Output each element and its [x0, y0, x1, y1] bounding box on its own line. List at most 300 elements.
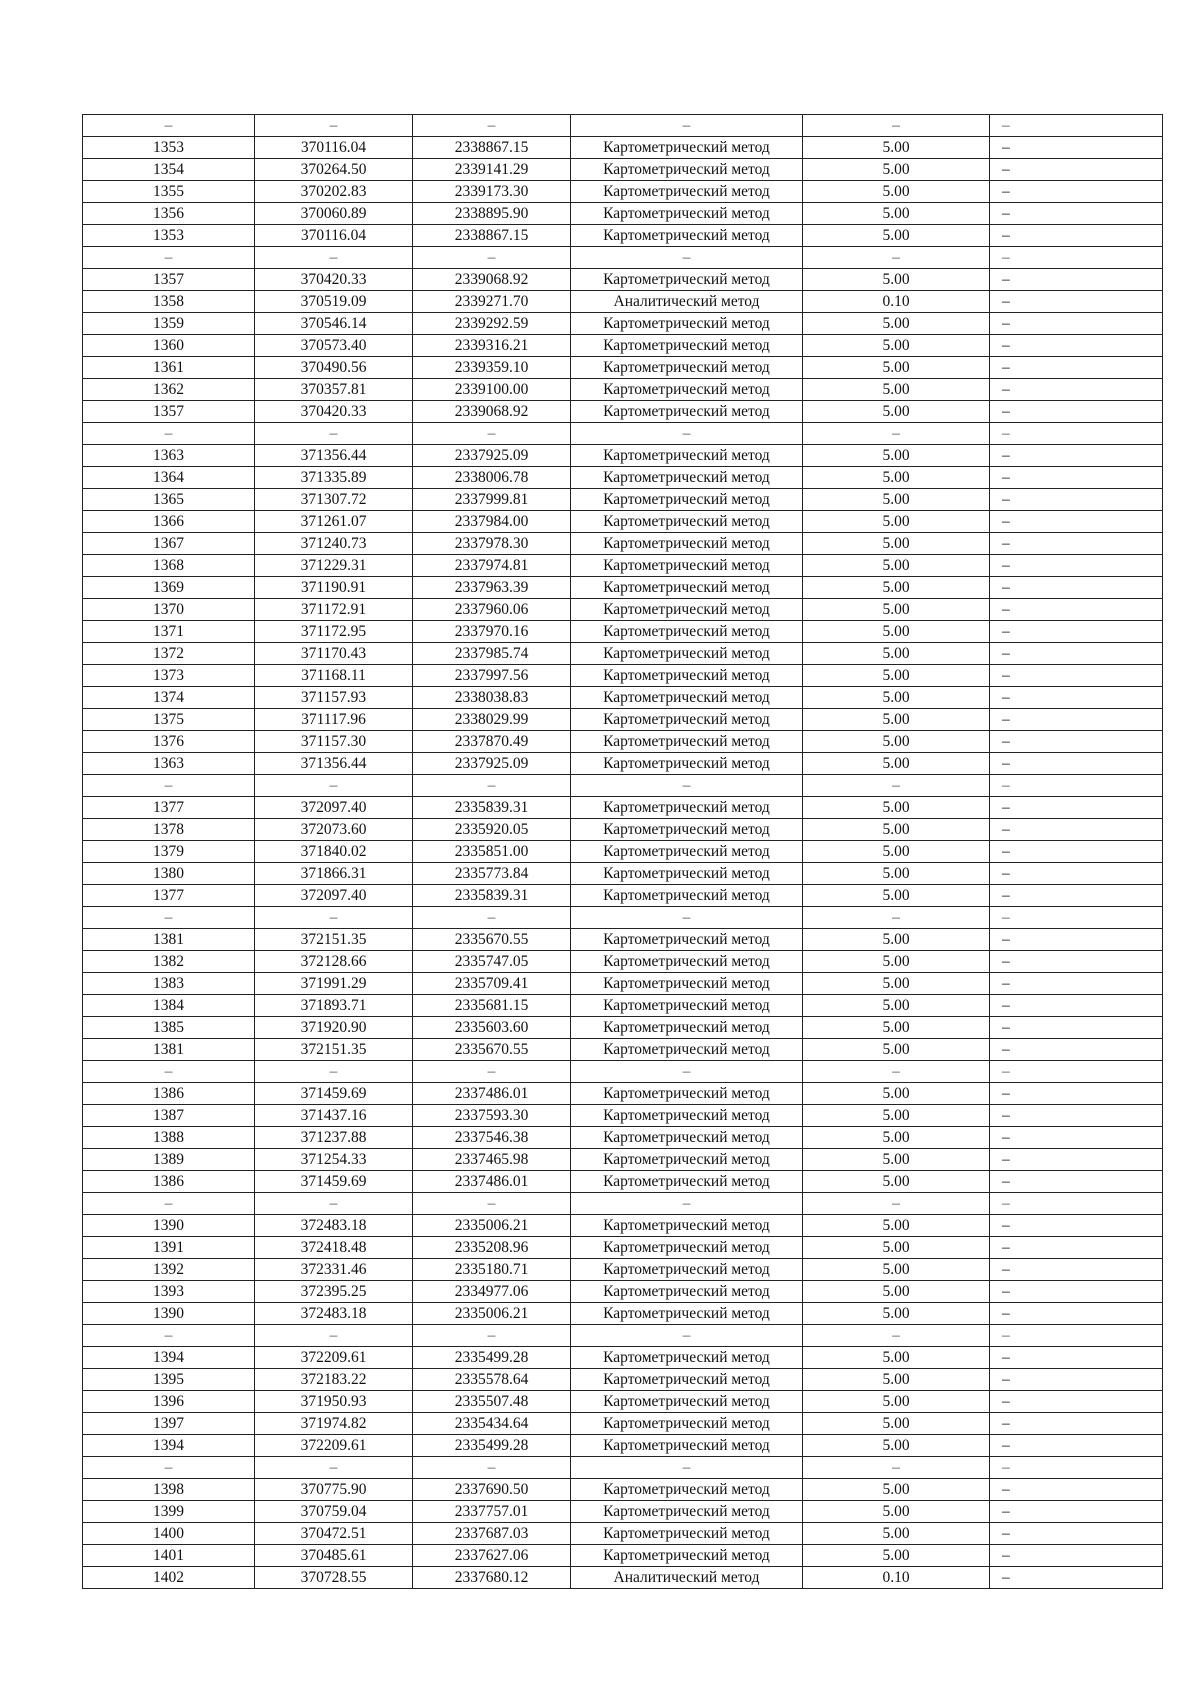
method-cell: Картометрический метод [571, 1479, 803, 1501]
y-coordinate-cell: 2335434.64 [413, 1413, 571, 1435]
point-number-cell: – [83, 247, 255, 269]
accuracy-cell: 5.00 [803, 819, 990, 841]
point-number-cell: 1399 [83, 1501, 255, 1523]
accuracy-cell: 5.00 [803, 995, 990, 1017]
table-row [83, 1545, 1163, 1567]
y-coordinate-cell: 2335681.15 [413, 995, 571, 1017]
method-cell: Картометрический метод [571, 885, 803, 907]
accuracy-cell: 5.00 [803, 159, 990, 181]
accuracy-cell: 5.00 [803, 313, 990, 335]
accuracy-cell: 5.00 [803, 1039, 990, 1061]
x-coordinate-cell: 370472.51 [255, 1523, 413, 1545]
table-row [83, 1501, 1163, 1523]
point-number-cell: 1354 [83, 159, 255, 181]
description-cell: – [990, 1413, 1163, 1435]
method-cell: Картометрический метод [571, 401, 803, 423]
accuracy-cell: 5.00 [803, 1479, 990, 1501]
description-cell: – [990, 665, 1163, 687]
x-coordinate-cell: 370264.50 [255, 159, 413, 181]
point-number-cell: 1380 [83, 863, 255, 885]
x-coordinate-cell: 370202.83 [255, 181, 413, 203]
description-cell: – [990, 1391, 1163, 1413]
accuracy-cell: 5.00 [803, 643, 990, 665]
point-number-cell: 1365 [83, 489, 255, 511]
method-cell: Картометрический метод [571, 1303, 803, 1325]
table-row [83, 1215, 1163, 1237]
x-coordinate-cell: – [255, 115, 413, 137]
description-cell: – [990, 1193, 1163, 1215]
table-row [83, 1017, 1163, 1039]
x-coordinate-cell: 371974.82 [255, 1413, 413, 1435]
description-cell: – [990, 775, 1163, 797]
table-row [83, 1127, 1163, 1149]
point-number-cell: 1369 [83, 577, 255, 599]
point-number-cell: 1387 [83, 1105, 255, 1127]
accuracy-cell: 5.00 [803, 885, 990, 907]
point-number-cell: 1402 [83, 1567, 255, 1589]
description-cell: – [990, 1215, 1163, 1237]
table-row [83, 665, 1163, 687]
method-cell: Картометрический метод [571, 841, 803, 863]
x-coordinate-cell: 371840.02 [255, 841, 413, 863]
x-coordinate-cell: 372483.18 [255, 1215, 413, 1237]
description-cell: – [990, 599, 1163, 621]
accuracy-cell: 5.00 [803, 379, 990, 401]
table-row [83, 203, 1163, 225]
method-cell: Картометрический метод [571, 1149, 803, 1171]
description-cell: – [990, 643, 1163, 665]
description-cell: – [990, 1369, 1163, 1391]
y-coordinate-cell: 2335773.84 [413, 863, 571, 885]
point-number-cell: – [83, 1325, 255, 1347]
table-row [83, 841, 1163, 863]
method-cell: – [571, 907, 803, 929]
method-cell: Картометрический метод [571, 1281, 803, 1303]
y-coordinate-cell: 2334977.06 [413, 1281, 571, 1303]
accuracy-cell: 5.00 [803, 665, 990, 687]
table-row [83, 1413, 1163, 1435]
x-coordinate-cell: 370775.90 [255, 1479, 413, 1501]
y-coordinate-cell: 2335006.21 [413, 1215, 571, 1237]
accuracy-cell: 5.00 [803, 731, 990, 753]
point-number-cell: 1386 [83, 1083, 255, 1105]
method-cell: – [571, 423, 803, 445]
table-row [83, 445, 1163, 467]
point-number-cell: – [83, 1061, 255, 1083]
table-row [83, 489, 1163, 511]
point-number-cell: 1355 [83, 181, 255, 203]
table-row [83, 863, 1163, 885]
accuracy-cell: 5.00 [803, 137, 990, 159]
method-cell: Картометрический метод [571, 1259, 803, 1281]
table-row [83, 1523, 1163, 1545]
method-cell: Картометрический метод [571, 1501, 803, 1523]
x-coordinate-cell: 370060.89 [255, 203, 413, 225]
table-row [83, 533, 1163, 555]
method-cell: Картометрический метод [571, 1347, 803, 1369]
coordinates-table-body [83, 115, 1163, 1589]
x-coordinate-cell: 370357.81 [255, 379, 413, 401]
accuracy-cell: 5.00 [803, 1105, 990, 1127]
description-cell: – [990, 379, 1163, 401]
point-number-cell: 1390 [83, 1303, 255, 1325]
accuracy-cell: 5.00 [803, 511, 990, 533]
accuracy-cell: 5.00 [803, 1215, 990, 1237]
description-cell: – [990, 1479, 1163, 1501]
x-coordinate-cell: – [255, 775, 413, 797]
y-coordinate-cell: 2338038.83 [413, 687, 571, 709]
y-coordinate-cell: 2338006.78 [413, 467, 571, 489]
accuracy-cell: 0.10 [803, 291, 990, 313]
point-number-cell: 1361 [83, 357, 255, 379]
x-coordinate-cell: 371170.43 [255, 643, 413, 665]
accuracy-cell: 5.00 [803, 1435, 990, 1457]
method-cell: Аналитический метод [571, 291, 803, 313]
description-cell: – [990, 1149, 1163, 1171]
description-cell: – [990, 1523, 1163, 1545]
method-cell: Картометрический метод [571, 929, 803, 951]
y-coordinate-cell: 2335180.71 [413, 1259, 571, 1281]
method-cell: Картометрический метод [571, 1369, 803, 1391]
table-row [83, 467, 1163, 489]
x-coordinate-cell: 371920.90 [255, 1017, 413, 1039]
table-row [83, 885, 1163, 907]
y-coordinate-cell: 2338867.15 [413, 225, 571, 247]
accuracy-cell: 5.00 [803, 841, 990, 863]
point-number-cell: 1356 [83, 203, 255, 225]
x-coordinate-cell: 371117.96 [255, 709, 413, 731]
table-row [83, 1391, 1163, 1413]
point-number-cell: 1383 [83, 973, 255, 995]
method-cell: Картометрический метод [571, 379, 803, 401]
y-coordinate-cell: 2339292.59 [413, 313, 571, 335]
method-cell: Картометрический метод [571, 203, 803, 225]
x-coordinate-cell: 371172.95 [255, 621, 413, 643]
accuracy-cell: 5.00 [803, 335, 990, 357]
separator-row [83, 1325, 1163, 1347]
point-number-cell: – [83, 1193, 255, 1215]
table-row [83, 709, 1163, 731]
description-cell: – [990, 467, 1163, 489]
method-cell: Картометрический метод [571, 643, 803, 665]
point-number-cell: 1391 [83, 1237, 255, 1259]
method-cell: – [571, 1061, 803, 1083]
x-coordinate-cell: – [255, 247, 413, 269]
method-cell: Картометрический метод [571, 1083, 803, 1105]
point-number-cell: – [83, 775, 255, 797]
y-coordinate-cell: 2337925.09 [413, 753, 571, 775]
method-cell: Картометрический метод [571, 1391, 803, 1413]
method-cell: Картометрический метод [571, 511, 803, 533]
y-coordinate-cell: 2337925.09 [413, 445, 571, 467]
description-cell: – [990, 753, 1163, 775]
point-number-cell: 1389 [83, 1149, 255, 1171]
method-cell: – [571, 1193, 803, 1215]
accuracy-cell: – [803, 1457, 990, 1479]
y-coordinate-cell: 2335747.05 [413, 951, 571, 973]
table-row [83, 1347, 1163, 1369]
x-coordinate-cell: 370490.56 [255, 357, 413, 379]
x-coordinate-cell: 372128.66 [255, 951, 413, 973]
x-coordinate-cell: 372151.35 [255, 929, 413, 951]
y-coordinate-cell: 2337960.06 [413, 599, 571, 621]
description-cell: – [990, 1303, 1163, 1325]
point-number-cell: – [83, 1457, 255, 1479]
accuracy-cell: 5.00 [803, 1127, 990, 1149]
y-coordinate-cell: 2335839.31 [413, 797, 571, 819]
y-coordinate-cell: – [413, 1193, 571, 1215]
y-coordinate-cell: 2335507.48 [413, 1391, 571, 1413]
method-cell: Картометрический метод [571, 687, 803, 709]
description-cell: – [990, 863, 1163, 885]
point-number-cell: 1396 [83, 1391, 255, 1413]
x-coordinate-cell: 371157.93 [255, 687, 413, 709]
point-number-cell: 1388 [83, 1127, 255, 1149]
description-cell: – [990, 885, 1163, 907]
method-cell: Картометрический метод [571, 1171, 803, 1193]
accuracy-cell: 5.00 [803, 1501, 990, 1523]
x-coordinate-cell: 370116.04 [255, 137, 413, 159]
point-number-cell: 1401 [83, 1545, 255, 1567]
x-coordinate-cell: 372418.48 [255, 1237, 413, 1259]
table-row [83, 225, 1163, 247]
table-row [83, 1105, 1163, 1127]
point-number-cell: 1394 [83, 1347, 255, 1369]
description-cell: – [990, 929, 1163, 951]
table-row [83, 1479, 1163, 1501]
y-coordinate-cell: 2337486.01 [413, 1171, 571, 1193]
description-cell: – [990, 1171, 1163, 1193]
y-coordinate-cell: 2335709.41 [413, 973, 571, 995]
x-coordinate-cell: 371254.33 [255, 1149, 413, 1171]
method-cell: – [571, 1325, 803, 1347]
point-number-cell: 1386 [83, 1171, 255, 1193]
description-cell: – [990, 1017, 1163, 1039]
description-cell: – [990, 1457, 1163, 1479]
description-cell: – [990, 225, 1163, 247]
x-coordinate-cell: 371866.31 [255, 863, 413, 885]
accuracy-cell: 0.10 [803, 1567, 990, 1589]
method-cell: Картометрический метод [571, 445, 803, 467]
table-row [83, 731, 1163, 753]
x-coordinate-cell: 370519.09 [255, 291, 413, 313]
x-coordinate-cell: 372097.40 [255, 797, 413, 819]
method-cell: Картометрический метод [571, 225, 803, 247]
x-coordinate-cell: – [255, 1325, 413, 1347]
point-number-cell: 1381 [83, 1039, 255, 1061]
description-cell: – [990, 1237, 1163, 1259]
x-coordinate-cell: 371172.91 [255, 599, 413, 621]
table-row [83, 1567, 1163, 1589]
table-row [83, 973, 1163, 995]
method-cell: Картометрический метод [571, 1127, 803, 1149]
y-coordinate-cell: 2339173.30 [413, 181, 571, 203]
y-coordinate-cell: – [413, 115, 571, 137]
accuracy-cell: 5.00 [803, 1303, 990, 1325]
method-cell: Картометрический метод [571, 1017, 803, 1039]
method-cell: Картометрический метод [571, 577, 803, 599]
y-coordinate-cell: 2337627.06 [413, 1545, 571, 1567]
table-row [83, 313, 1163, 335]
x-coordinate-cell: – [255, 1061, 413, 1083]
y-coordinate-cell: 2338029.99 [413, 709, 571, 731]
point-number-cell: 1375 [83, 709, 255, 731]
accuracy-cell: – [803, 907, 990, 929]
x-coordinate-cell: 371157.30 [255, 731, 413, 753]
y-coordinate-cell: 2335499.28 [413, 1435, 571, 1457]
description-cell: – [990, 335, 1163, 357]
y-coordinate-cell: 2335603.60 [413, 1017, 571, 1039]
description-cell: – [990, 819, 1163, 841]
accuracy-cell: 5.00 [803, 181, 990, 203]
x-coordinate-cell: 371190.91 [255, 577, 413, 599]
method-cell: Картометрический метод [571, 467, 803, 489]
point-number-cell: 1357 [83, 269, 255, 291]
description-cell: – [990, 269, 1163, 291]
accuracy-cell: 5.00 [803, 1017, 990, 1039]
point-number-cell: 1363 [83, 753, 255, 775]
y-coordinate-cell: 2337680.12 [413, 1567, 571, 1589]
point-number-cell: 1363 [83, 445, 255, 467]
description-cell: – [990, 709, 1163, 731]
point-number-cell: 1390 [83, 1215, 255, 1237]
table-row [83, 1281, 1163, 1303]
x-coordinate-cell: 370759.04 [255, 1501, 413, 1523]
accuracy-cell: 5.00 [803, 269, 990, 291]
description-cell: – [990, 1567, 1163, 1589]
y-coordinate-cell: 2337970.16 [413, 621, 571, 643]
description-cell: – [990, 313, 1163, 335]
separator-row [83, 907, 1163, 929]
table-row [83, 951, 1163, 973]
accuracy-cell: – [803, 423, 990, 445]
method-cell: Картометрический метод [571, 1413, 803, 1435]
description-cell: – [990, 203, 1163, 225]
x-coordinate-cell: 371356.44 [255, 753, 413, 775]
method-cell: Картометрический метод [571, 269, 803, 291]
method-cell: Картометрический метод [571, 731, 803, 753]
description-cell: – [990, 1061, 1163, 1083]
table-row [83, 621, 1163, 643]
point-number-cell: 1393 [83, 1281, 255, 1303]
table-row [83, 159, 1163, 181]
y-coordinate-cell: 2337870.49 [413, 731, 571, 753]
method-cell: Картометрический метод [571, 335, 803, 357]
accuracy-cell: 5.00 [803, 445, 990, 467]
accuracy-cell: 5.00 [803, 1149, 990, 1171]
description-cell: – [990, 423, 1163, 445]
x-coordinate-cell: 371237.88 [255, 1127, 413, 1149]
accuracy-cell: 5.00 [803, 467, 990, 489]
table-row [83, 137, 1163, 159]
point-number-cell: 1398 [83, 1479, 255, 1501]
description-cell: – [990, 621, 1163, 643]
table-row [83, 577, 1163, 599]
method-cell: Картометрический метод [571, 753, 803, 775]
table-row [83, 797, 1163, 819]
point-number-cell: 1353 [83, 137, 255, 159]
table-row [83, 379, 1163, 401]
x-coordinate-cell: 370728.55 [255, 1567, 413, 1589]
description-cell: – [990, 159, 1163, 181]
accuracy-cell: 5.00 [803, 1083, 990, 1105]
x-coordinate-cell: – [255, 1193, 413, 1215]
accuracy-cell: 5.00 [803, 533, 990, 555]
point-number-cell: 1394 [83, 1435, 255, 1457]
description-cell: – [990, 1127, 1163, 1149]
method-cell: Картометрический метод [571, 1105, 803, 1127]
method-cell: Картометрический метод [571, 1523, 803, 1545]
point-number-cell: 1400 [83, 1523, 255, 1545]
y-coordinate-cell: 2339068.92 [413, 401, 571, 423]
point-number-cell: 1359 [83, 313, 255, 335]
x-coordinate-cell: 371261.07 [255, 511, 413, 533]
accuracy-cell: 5.00 [803, 1523, 990, 1545]
accuracy-cell: – [803, 1193, 990, 1215]
description-cell: – [990, 995, 1163, 1017]
method-cell: – [571, 247, 803, 269]
accuracy-cell: 5.00 [803, 555, 990, 577]
description-cell: – [990, 687, 1163, 709]
x-coordinate-cell: 371459.69 [255, 1171, 413, 1193]
description-cell: – [990, 841, 1163, 863]
x-coordinate-cell: 371307.72 [255, 489, 413, 511]
separator-row [83, 115, 1163, 137]
y-coordinate-cell: 2335670.55 [413, 929, 571, 951]
method-cell: Картометрический метод [571, 973, 803, 995]
x-coordinate-cell: 370420.33 [255, 269, 413, 291]
method-cell: Картометрический метод [571, 357, 803, 379]
y-coordinate-cell: – [413, 775, 571, 797]
y-coordinate-cell: – [413, 1061, 571, 1083]
method-cell: Картометрический метод [571, 665, 803, 687]
method-cell: Картометрический метод [571, 1039, 803, 1061]
separator-row [83, 247, 1163, 269]
accuracy-cell: 5.00 [803, 621, 990, 643]
table-row [83, 511, 1163, 533]
table-row [83, 819, 1163, 841]
y-coordinate-cell: 2339271.70 [413, 291, 571, 313]
point-number-cell: 1367 [83, 533, 255, 555]
accuracy-cell: 5.00 [803, 577, 990, 599]
x-coordinate-cell: 372483.18 [255, 1303, 413, 1325]
y-coordinate-cell: 2335670.55 [413, 1039, 571, 1061]
description-cell: – [990, 577, 1163, 599]
description-cell: – [990, 1325, 1163, 1347]
point-number-cell: 1378 [83, 819, 255, 841]
accuracy-cell: 5.00 [803, 203, 990, 225]
y-coordinate-cell: 2337546.38 [413, 1127, 571, 1149]
method-cell: Картометрический метод [571, 951, 803, 973]
description-cell: – [990, 1083, 1163, 1105]
point-number-cell: 1384 [83, 995, 255, 1017]
separator-row [83, 775, 1163, 797]
description-cell: – [990, 1347, 1163, 1369]
table-row [83, 1435, 1163, 1457]
table-row [83, 995, 1163, 1017]
table-row [83, 335, 1163, 357]
point-number-cell: 1370 [83, 599, 255, 621]
description-cell: – [990, 247, 1163, 269]
y-coordinate-cell: 2335208.96 [413, 1237, 571, 1259]
accuracy-cell: 5.00 [803, 1259, 990, 1281]
y-coordinate-cell: 2339100.00 [413, 379, 571, 401]
table-row [83, 401, 1163, 423]
accuracy-cell: 5.00 [803, 1171, 990, 1193]
point-number-cell: 1385 [83, 1017, 255, 1039]
table-row [83, 599, 1163, 621]
point-number-cell: 1382 [83, 951, 255, 973]
